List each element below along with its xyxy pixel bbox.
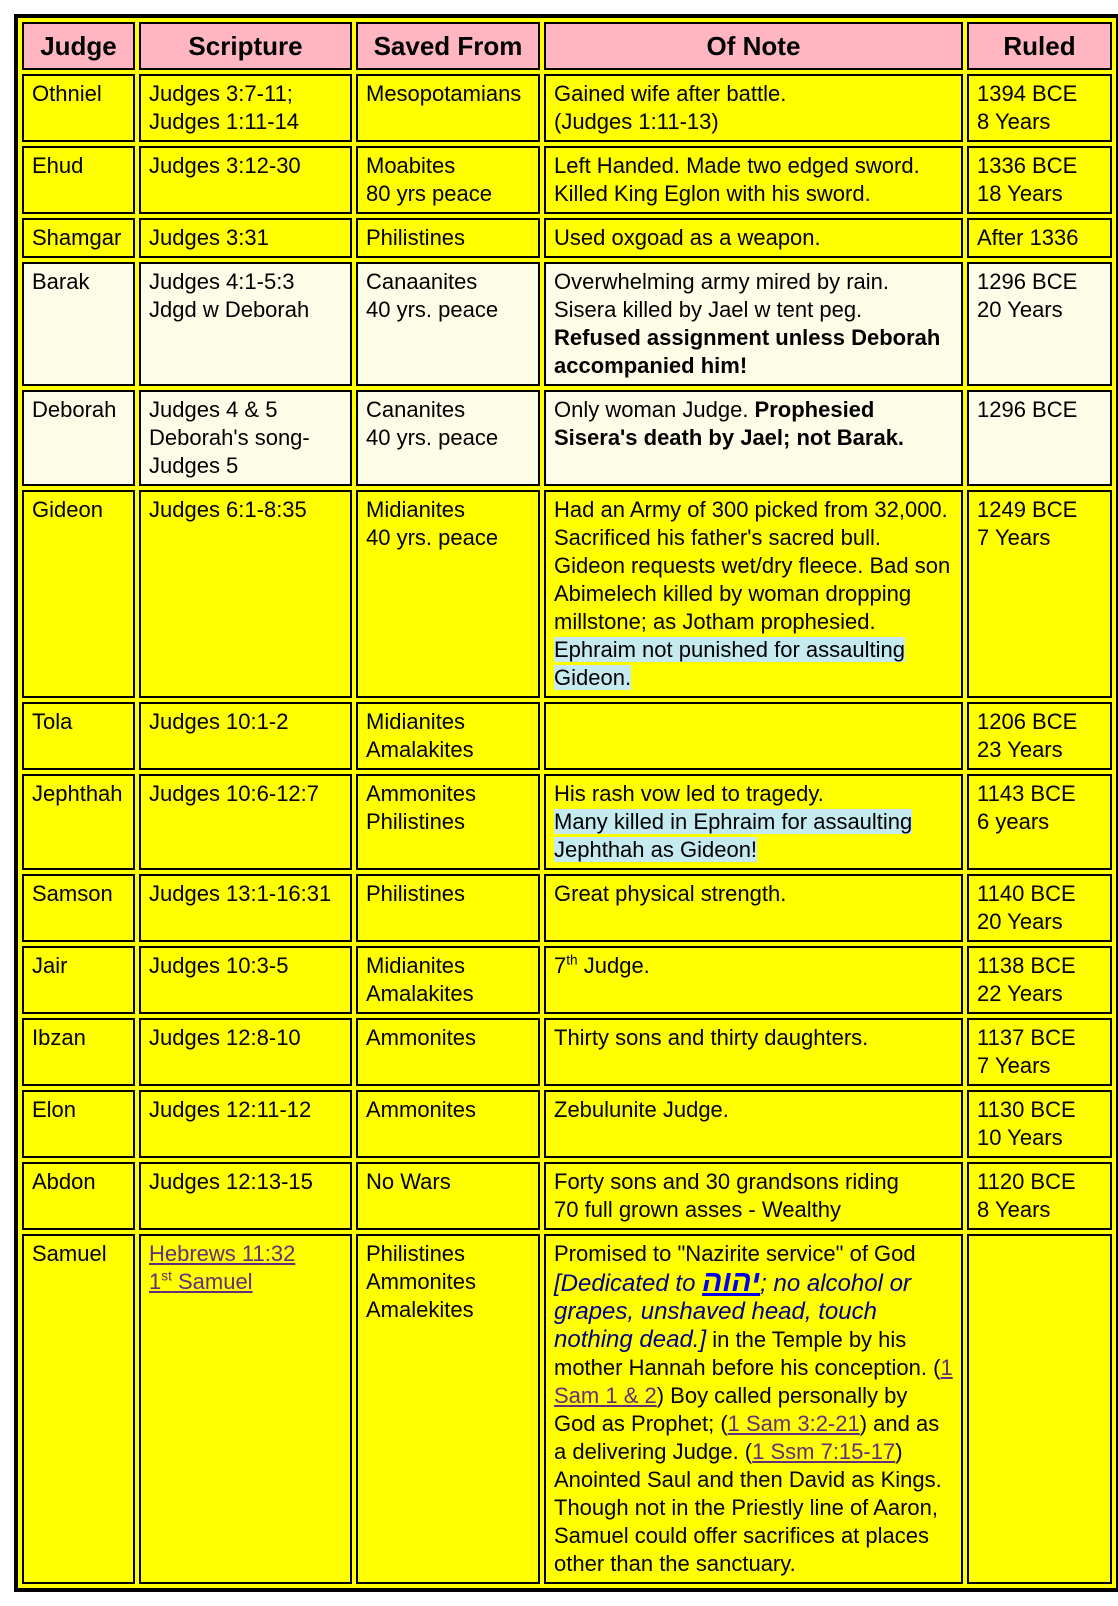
cell-saved-from bbox=[356, 490, 540, 698]
table-row bbox=[22, 1234, 1112, 1584]
cell-text: Forty sons and 30 grandsons riding bbox=[554, 1169, 899, 1194]
cell-text: Amalekites bbox=[366, 1297, 474, 1322]
cell-text: Judges 12:8-10 bbox=[149, 1025, 301, 1050]
cell-text: Left Handed. Made two edged sword. bbox=[554, 153, 920, 178]
cell-scripture bbox=[139, 1090, 352, 1158]
cell-text: Jdgd w Deborah bbox=[149, 297, 310, 322]
cell-of-note bbox=[544, 390, 963, 486]
scripture-link[interactable]: 1 Sam 3:2-21 bbox=[727, 1411, 860, 1436]
scripture-link[interactable]: Samuel bbox=[171, 1269, 253, 1294]
cell-text: 1138 BCE bbox=[977, 953, 1076, 978]
cell-text: Judges 4 & 5 bbox=[149, 397, 278, 422]
cell-ruled bbox=[967, 218, 1112, 258]
cell-text: No Wars bbox=[366, 1169, 451, 1194]
cell-text: 1130 BCE bbox=[977, 1097, 1076, 1122]
cell-text: 1140 BCE bbox=[977, 881, 1076, 906]
note-highlighted-text: Many killed in Ephraim for assaulting Jephthah as Gideon! bbox=[554, 809, 913, 862]
cell-text: Midianites bbox=[366, 709, 466, 734]
note-bold-text: Refused assignment unless Deborah accompanied him! bbox=[554, 325, 941, 378]
cell-text: 1143 BCE bbox=[977, 781, 1076, 806]
table-row bbox=[22, 218, 1112, 258]
cell-text: Amalakites bbox=[366, 981, 474, 1006]
cell-text: Used oxgoad as a weapon. bbox=[554, 225, 821, 250]
cell-saved-from bbox=[356, 1018, 540, 1086]
table-row bbox=[22, 874, 1112, 942]
table-row bbox=[22, 946, 1112, 1014]
cell-judge bbox=[22, 218, 135, 258]
cell-text: Samson bbox=[32, 881, 113, 906]
cell-judge bbox=[22, 702, 135, 770]
cell-text: ) Boy called personally by God as Prophet; ( bbox=[554, 1383, 908, 1436]
cell-ruled bbox=[967, 74, 1112, 142]
cell-saved-from bbox=[356, 1162, 540, 1230]
cell-text: Thirty sons and thirty daughters. bbox=[554, 1025, 869, 1050]
table-row bbox=[22, 774, 1112, 870]
cell-judge bbox=[22, 74, 135, 142]
cell-of-note bbox=[544, 946, 963, 1014]
cell-text: Ammonites bbox=[366, 1025, 477, 1050]
note-bold-text: Prophesied Sisera's death by Jael; not Barak. bbox=[554, 397, 905, 450]
cell-of-note bbox=[544, 774, 963, 870]
scripture-link[interactable]: st bbox=[161, 1268, 172, 1284]
cell-ruled bbox=[967, 146, 1112, 214]
cell-saved-from bbox=[356, 390, 540, 486]
cell-judge bbox=[22, 490, 135, 698]
cell-of-note bbox=[544, 702, 963, 770]
cell-ruled bbox=[967, 702, 1112, 770]
cell-text: Amalakites bbox=[366, 737, 474, 762]
cell-saved-from bbox=[356, 1234, 540, 1584]
cell-text: Midianites bbox=[366, 953, 466, 978]
cell-text: Judges 5 bbox=[149, 453, 239, 478]
cell-text: Moabites bbox=[366, 153, 456, 178]
cell-scripture bbox=[139, 1018, 352, 1086]
cell-text: Zebulunite Judge. bbox=[554, 1097, 729, 1122]
col-header-judge: Judge bbox=[22, 22, 135, 70]
table-row bbox=[22, 390, 1112, 486]
cell-text: Killed King Eglon with his sword. bbox=[554, 181, 871, 206]
cell-text: 7 Years bbox=[977, 1053, 1051, 1078]
cell-text: 1336 BCE bbox=[977, 153, 1078, 178]
cell-text: Judges 10:1-2 bbox=[149, 709, 289, 734]
cell-text: Philistines bbox=[366, 881, 466, 906]
cell-judge bbox=[22, 262, 135, 386]
col-header-ruled: Ruled bbox=[967, 22, 1112, 70]
cell-saved-from bbox=[356, 774, 540, 870]
cell-text: Abdon bbox=[32, 1169, 96, 1194]
scripture-link[interactable]: 1 Sam 1 & 2 bbox=[554, 1355, 953, 1408]
cell-text: 8 Years bbox=[977, 1197, 1051, 1222]
cell-text: Philistines bbox=[366, 225, 466, 250]
cell-text: Midianites bbox=[366, 497, 466, 522]
cell-saved-from bbox=[356, 874, 540, 942]
cell-text: 80 yrs peace bbox=[366, 181, 492, 206]
col-header-of-note: Of Note bbox=[544, 22, 963, 70]
cell-scripture bbox=[139, 390, 352, 486]
cell-saved-from bbox=[356, 946, 540, 1014]
cell-text: Philistines bbox=[366, 1241, 466, 1266]
table-row bbox=[22, 702, 1112, 770]
cell-ruled bbox=[967, 1018, 1112, 1086]
cell-text: Jephthah bbox=[32, 781, 123, 806]
cell-text: Gideon bbox=[32, 497, 103, 522]
table-row bbox=[22, 490, 1112, 698]
cell-scripture bbox=[139, 874, 352, 942]
cell-text: Judges 1:11-14 bbox=[149, 109, 300, 134]
cell-ruled bbox=[967, 1234, 1112, 1584]
cell-text: 20 Years bbox=[977, 297, 1063, 322]
cell-text: Ehud bbox=[32, 153, 84, 178]
cell-text: Deborah's song- bbox=[149, 425, 310, 450]
cell-ruled bbox=[967, 774, 1112, 870]
cell-judge bbox=[22, 874, 135, 942]
cell-text: Judges 3:31 bbox=[149, 225, 269, 250]
cell-scripture bbox=[139, 946, 352, 1014]
scripture-link[interactable]: 1 Ssm 7:15-17 bbox=[752, 1439, 896, 1464]
cell-text: Shamgar bbox=[32, 225, 122, 250]
cell-scripture bbox=[139, 490, 352, 698]
cell-scripture bbox=[139, 262, 352, 386]
cell-text: His rash vow led to tragedy. bbox=[554, 781, 824, 806]
cell-ruled bbox=[967, 490, 1112, 698]
cell-text: 1137 BCE bbox=[977, 1025, 1076, 1050]
cell-text: in the Temple by his mother Hannah before his conception. ( bbox=[554, 1327, 941, 1380]
cell-scripture bbox=[139, 702, 352, 770]
cell-text: 20 Years bbox=[977, 909, 1063, 934]
table-row bbox=[22, 1018, 1112, 1086]
cell-text: Had an Army of 300 picked from 32,000. Sacrificed his father's sacred bull. Gideon requests wet/dry fleece. Bad son Abimelech killed by woman dropping millstone; as Jotham prophesied. bbox=[554, 497, 951, 634]
cell-text: Ammonites bbox=[366, 1097, 477, 1122]
cell-text: 8 Years bbox=[977, 109, 1051, 134]
cell-saved-from bbox=[356, 146, 540, 214]
cell-text: 22 Years bbox=[977, 981, 1063, 1006]
table-row bbox=[22, 146, 1112, 214]
cell-text: Judges 12:11-12 bbox=[149, 1097, 312, 1122]
cell-of-note bbox=[544, 146, 963, 214]
cell-text: 1206 BCE bbox=[977, 709, 1078, 734]
cell-scripture bbox=[139, 774, 352, 870]
header-row bbox=[22, 22, 1112, 70]
cell-judge bbox=[22, 1162, 135, 1230]
cell-text: 23 Years bbox=[977, 737, 1063, 762]
cell-judge bbox=[22, 774, 135, 870]
cell-text: Samuel bbox=[32, 1241, 107, 1266]
cell-of-note bbox=[544, 1018, 963, 1086]
cell-text: Deborah bbox=[32, 397, 117, 422]
cell-judge bbox=[22, 1090, 135, 1158]
cell-text: 7 Years bbox=[977, 525, 1051, 550]
cell-of-note bbox=[544, 1234, 963, 1584]
cell-text: 40 yrs. peace bbox=[366, 525, 499, 550]
cell-text: Promised to "Nazirite service" of God bbox=[554, 1241, 916, 1266]
note-dedication-text: [Dedicated to bbox=[554, 1270, 703, 1297]
cell-text: 18 Years bbox=[977, 181, 1063, 206]
cell-text: Great physical strength. bbox=[554, 881, 787, 906]
cell-ruled bbox=[967, 1090, 1112, 1158]
cell-of-note bbox=[544, 1090, 963, 1158]
cell-text: Othniel bbox=[32, 81, 102, 106]
hebrew-tetragrammaton-link[interactable]: יהוה bbox=[702, 1265, 761, 1298]
cell-of-note bbox=[544, 490, 963, 698]
cell-text: Judges 10:6-12:7 bbox=[149, 781, 320, 806]
cell-text: Jair bbox=[32, 953, 68, 978]
cell-text: ) Anointed Saul and then David as Kings. Though not in the Priestly line of Aaron, Samuel could offer sacrifices at places other than the sanctuary. bbox=[554, 1439, 942, 1576]
cell-text: Judges 12:13-15 bbox=[149, 1169, 313, 1194]
col-header-saved-from: Saved From bbox=[356, 22, 540, 70]
cell-text: 1249 BCE bbox=[977, 497, 1078, 522]
cell-judge bbox=[22, 946, 135, 1014]
cell-text: ) and as a delivering Judge. ( bbox=[554, 1411, 940, 1464]
cell-text: 1296 BCE bbox=[977, 397, 1078, 422]
cell-text: Barak bbox=[32, 269, 90, 294]
cell-text: Ammonites bbox=[366, 1269, 477, 1294]
scripture-link[interactable]: 1 bbox=[149, 1269, 162, 1294]
note-highlighted-text: Ephraim not punished for assaulting Gideon. bbox=[554, 637, 905, 690]
table-row bbox=[22, 1162, 1112, 1230]
cell-text: 1296 BCE bbox=[977, 269, 1078, 294]
cell-of-note bbox=[544, 74, 963, 142]
cell-saved-from bbox=[356, 262, 540, 386]
table-row bbox=[22, 1090, 1112, 1158]
cell-text: Judges 3:12-30 bbox=[149, 153, 301, 178]
cell-scripture bbox=[139, 218, 352, 258]
cell-judge bbox=[22, 1018, 135, 1086]
cell-text: Tola bbox=[32, 709, 73, 734]
cell-text: Only woman Judge. bbox=[554, 397, 755, 422]
cell-judge bbox=[22, 1234, 135, 1584]
cell-text: Judge. bbox=[577, 953, 650, 978]
cell-saved-from bbox=[356, 1090, 540, 1158]
cell-text: 1120 BCE bbox=[977, 1169, 1076, 1194]
cell-of-note bbox=[544, 1162, 963, 1230]
cell-judge bbox=[22, 390, 135, 486]
cell-text: Canaanites bbox=[366, 269, 478, 294]
cell-text: Judges 4:1-5:3 bbox=[149, 269, 295, 294]
cell-scripture bbox=[139, 1234, 352, 1584]
cell-text: Elon bbox=[32, 1097, 77, 1122]
cell-text: Ibzan bbox=[32, 1025, 86, 1050]
table-row bbox=[22, 262, 1112, 386]
cell-text: 40 yrs. peace bbox=[366, 425, 499, 450]
cell-text: Judges 10:3-5 bbox=[149, 953, 289, 978]
cell-ruled bbox=[967, 1162, 1112, 1230]
cell-of-note bbox=[544, 218, 963, 258]
cell-saved-from bbox=[356, 218, 540, 258]
cell-text: Mesopotamians bbox=[366, 81, 522, 106]
cell-text: Ammonites bbox=[366, 781, 477, 806]
cell-ruled bbox=[967, 946, 1112, 1014]
note-dedication-text: ; no alcohol or grapes, unshaved head, touch nothing dead.] bbox=[554, 1270, 911, 1353]
cell-saved-from bbox=[356, 74, 540, 142]
col-header-scripture: Scripture bbox=[139, 22, 352, 70]
cell-scripture bbox=[139, 1162, 352, 1230]
cell-judge bbox=[22, 146, 135, 214]
table-body bbox=[22, 74, 1112, 1584]
cell-of-note bbox=[544, 874, 963, 942]
cell-ruled bbox=[967, 390, 1112, 486]
cell-scripture bbox=[139, 146, 352, 214]
cell-text: After 1336 bbox=[977, 225, 1079, 250]
cell-saved-from bbox=[356, 702, 540, 770]
cell-of-note bbox=[544, 262, 963, 386]
cell-text: 70 full grown asses - Wealthy bbox=[554, 1197, 841, 1222]
judges-table bbox=[14, 14, 1118, 1592]
scripture-link[interactable]: Hebrews 11:32 bbox=[149, 1241, 296, 1266]
cell-text: th bbox=[566, 952, 578, 968]
cell-text: (Judges 1:11-13) bbox=[554, 109, 719, 134]
cell-ruled bbox=[967, 262, 1112, 386]
table-header bbox=[22, 22, 1112, 70]
cell-text: Judges 3:7-11; bbox=[149, 81, 293, 106]
cell-text: Judges 13:1-16:31 bbox=[149, 881, 332, 906]
cell-text: 7 bbox=[554, 953, 567, 978]
cell-text: 40 yrs. peace bbox=[366, 297, 499, 322]
cell-text: 6 years bbox=[977, 809, 1050, 834]
cell-text: 1394 BCE bbox=[977, 81, 1078, 106]
cell-scripture bbox=[139, 74, 352, 142]
table-row bbox=[22, 74, 1112, 142]
cell-text: Overwhelming army mired by rain. bbox=[554, 269, 889, 294]
cell-text: Sisera killed by Jael w tent peg. bbox=[554, 297, 863, 322]
cell-text: Gained wife after battle. bbox=[554, 81, 787, 106]
cell-text: Cananites bbox=[366, 397, 466, 422]
cell-ruled bbox=[967, 874, 1112, 942]
cell-text: Judges 6:1-8:35 bbox=[149, 497, 307, 522]
cell-text: 10 Years bbox=[977, 1125, 1063, 1150]
cell-text: Philistines bbox=[366, 809, 466, 834]
